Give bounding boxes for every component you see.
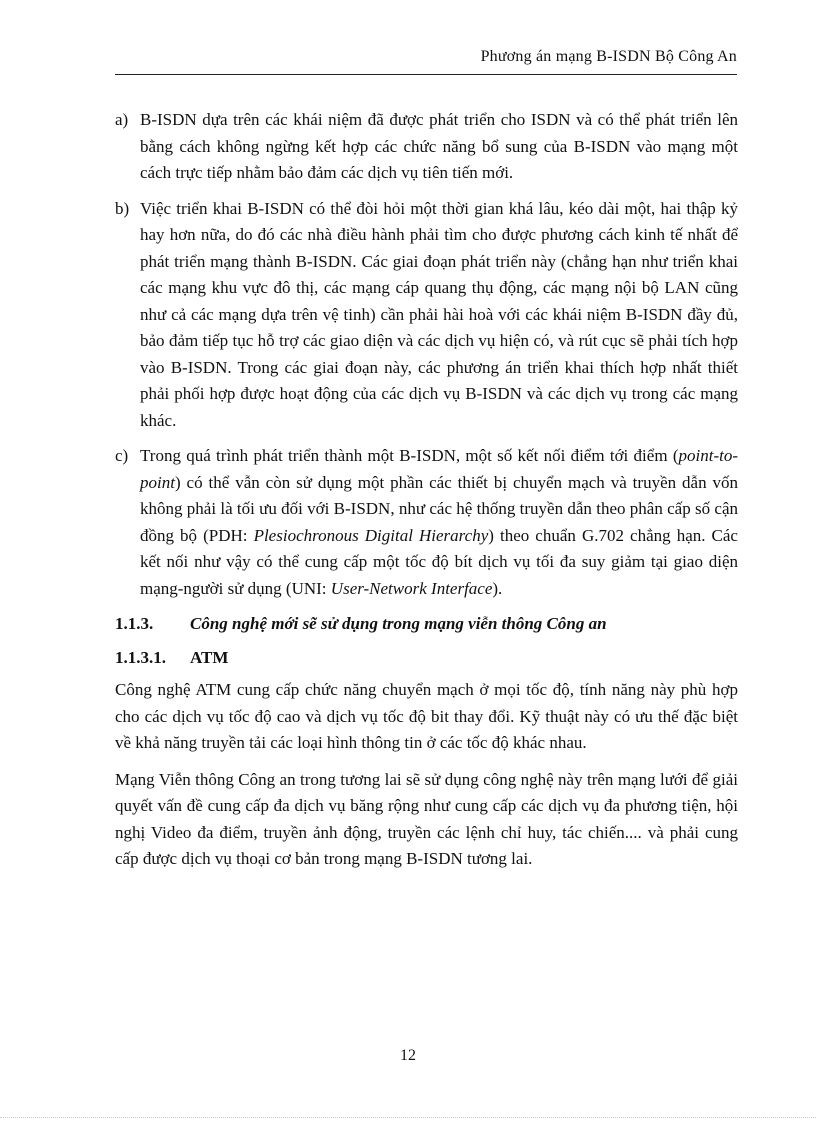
page-content <box>115 107 738 883</box>
subsection-heading <box>115 645 738 671</box>
page-number: 12 <box>400 1047 416 1064</box>
page-bottom-edge <box>0 1117 816 1118</box>
list-item-c <box>115 443 738 602</box>
paragraph-atm-intro: Công nghệ ATM cung cấp chức năng chuyển mạch ở mọi tốc độ, tính năng này phù hợp cho các dịch vụ tốc độ cao và dịch vụ tốc độ bit thay đổi. Kỹ thuật này có ưu thế đặc biệt về khả năng truyền tải các loại hình thông tin ở các tốc độ khác nhau. <box>115 680 738 752</box>
list-item-b <box>115 196 738 435</box>
list-item-text: Việc triển khai B-ISDN có thể đòi hỏi một thời gian khá lâu, kéo dài một, hai thập kỷ hay hơn nữa, do đó các nhà điều hành phải tìm cho được phương cách kinh tế nhất để phát triển mạng thành B-ISDN. Các giai đoạn phát triển này (chẳng hạn như triển khai các mạng khu vực đô thị, các mạng cáp quang thụ động, các mạng nội bộ LAN cũng như cả các mạng dựa trên vệ tinh) cần phải hài hoà với các khái niệm B-ISDN đầy đủ, bảo đảm tiếp tục hỗ trợ các giao diện và các dịch vụ hiện có, và rút cục sẽ phải tích hợp vào B-ISDN. Trong các giai đoạn này, các phương án triển khai thích hợp nhất thiết phải phối hợp được hoạt động của các dịch vụ B-ISDN và các dịch vụ trong các mạng khác. <box>140 198 738 430</box>
italic-term: point-to-point <box>140 446 738 492</box>
section-title: Công nghệ mới sẽ sử dụng trong mạng viễn thông Công an <box>190 614 607 633</box>
section-number: 1.1.3. <box>115 614 154 633</box>
text-run: ) có thể vẫn còn sử dụng một phần các thiết bị chuyển mạch và truyền dẫn vốn không phải là tối ưu đối với B-ISDN, như các hệ thống truyền dẫn theo phân cấp số cận đồng bộ (PDH: <box>140 472 738 545</box>
list-item-label: c) <box>115 446 129 465</box>
paragraph-atm-usage: Mạng Viễn thông Công an trong tương lai sẽ sử dụng công nghệ này trên mạng lưới để giải quyết vấn đề cung cấp đa dịch vụ băng rộng như cung cấp các dịch vụ đa phương tiện, hội nghị Video đa điểm, truyền ảnh động, truyền các lệnh chỉ huy, tác chiến.... và phải cung cấp được dịch vụ thoại cơ bản trong mạng B-ISDN tương lai. <box>115 769 738 868</box>
subsection-title: ATM <box>190 648 229 667</box>
section-heading <box>115 611 738 637</box>
header-title: Phương án mạng B-ISDN Bộ Công An <box>480 48 737 65</box>
list-item-label: b) <box>115 198 130 218</box>
list-item-label: a) <box>115 110 129 129</box>
list-item-text: B-ISDN dựa trên các khái niệm đã được phát triển cho ISDN và có thể phát triển lên bằng cách không ngừng kết hợp các chức năng bổ sung của B-ISDN vào mạng một cách trực tiếp nhằm bảo đảm các dịch vụ tiên tiến mới. <box>140 110 738 182</box>
page-header <box>115 48 737 75</box>
italic-term: User-Network Interface <box>330 578 493 598</box>
list-item-text <box>140 443 738 602</box>
text-run: ) theo chuẩn G.702 chẳng hạn. Các kết nối như vậy có thể cung cấp một tốc độ bít dịch vụ tối đa suy giảm tại giao diện mạng-người sử dụng (UNI: <box>140 525 738 598</box>
text-run: ). <box>492 578 503 598</box>
list-item-a <box>115 107 738 187</box>
italic-term: Plesiochronous Digital Hierarchy <box>253 525 489 545</box>
text-run: Trong quá trình phát triển thành một B-ISDN, một số kết nối điểm tới điểm ( <box>140 446 679 465</box>
subsection-number: 1.1.3.1. <box>115 648 166 667</box>
